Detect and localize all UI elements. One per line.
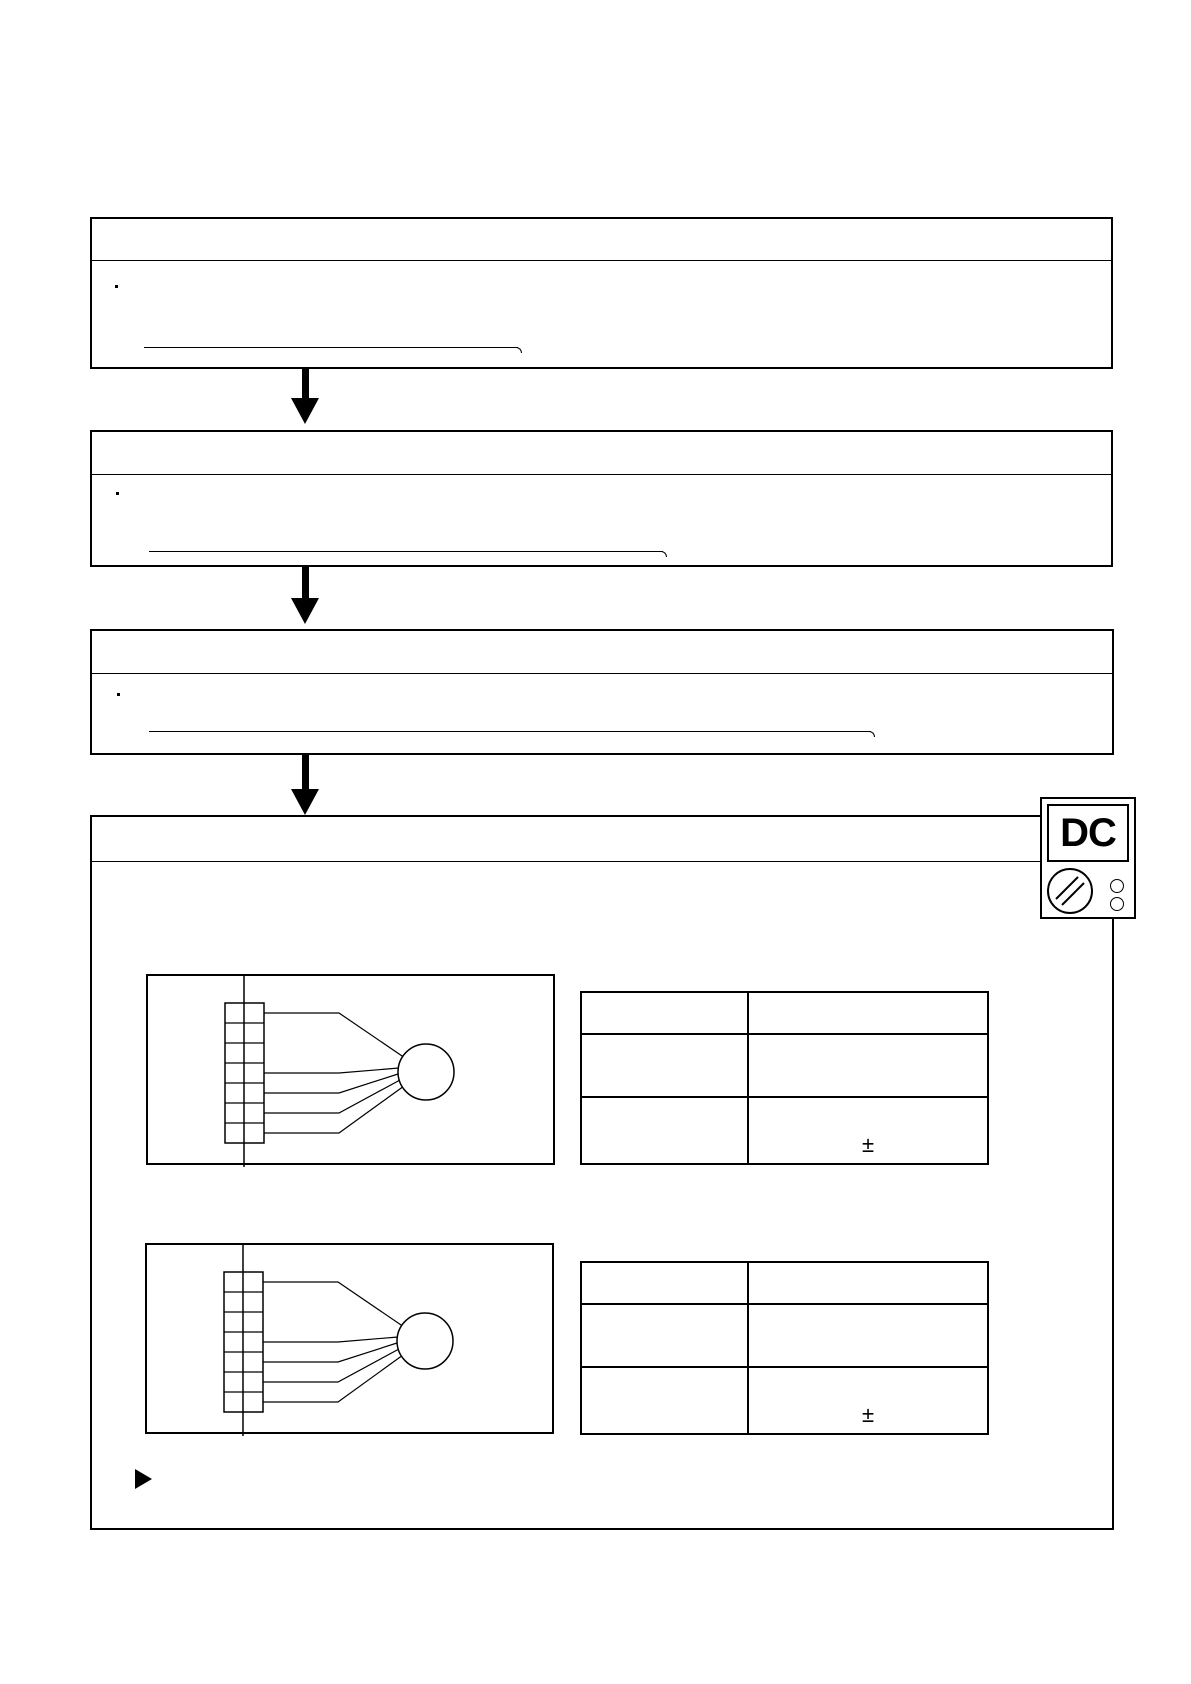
table-cell [748, 1034, 988, 1097]
right-triangle-icon [135, 1469, 152, 1489]
step-title-1 [92, 219, 1111, 261]
step-box-3 [90, 629, 1114, 755]
table-header-cell [748, 992, 988, 1034]
down-arrow-icon [291, 789, 319, 815]
table-cell [581, 1304, 748, 1367]
tolerance-value: ± [861, 1131, 875, 1157]
meter-jack-icon [1110, 897, 1124, 911]
bullet-icon [117, 693, 120, 696]
step-box-1 [90, 217, 1113, 369]
table-cell [581, 1367, 748, 1434]
table-cell [581, 1034, 748, 1097]
underline [144, 347, 518, 348]
table-header-cell [748, 1262, 988, 1304]
step-title-2 [92, 432, 1111, 475]
step-title-4 [92, 817, 1112, 862]
down-arrow-icon [291, 598, 319, 624]
table-cell [581, 1097, 748, 1164]
underline-end [869, 731, 875, 737]
underline-end [661, 551, 667, 557]
bullet-icon [116, 492, 119, 495]
connector-diagram-2 [145, 1243, 554, 1434]
spec-table-1 [580, 991, 989, 1165]
meter-jack-icon [1110, 879, 1124, 893]
dc-voltmeter-icon [1040, 797, 1136, 919]
bullet-icon [115, 285, 118, 288]
table-header-cell [581, 992, 748, 1034]
underline [149, 551, 663, 552]
tolerance-value: ± [861, 1401, 875, 1427]
table-cell [748, 1367, 988, 1434]
underline [149, 731, 871, 732]
underline-end [516, 347, 522, 353]
spec-table-2 [580, 1261, 989, 1435]
step-box-2 [90, 430, 1113, 567]
meter-display: DC [1047, 804, 1129, 862]
table-cell [748, 1304, 988, 1367]
connector-motor-icon [148, 976, 557, 1167]
table-header-cell [581, 1262, 748, 1304]
down-arrow-icon [291, 398, 319, 424]
meter-dial-icon [1046, 867, 1094, 915]
connector-motor-icon [147, 1245, 556, 1436]
flow-arrow-shaft [302, 567, 309, 599]
flow-arrow-shaft [302, 369, 309, 399]
table-cell [748, 1097, 988, 1164]
connector-diagram-1 [146, 974, 555, 1165]
step-title-3 [92, 631, 1112, 674]
flow-arrow-shaft [302, 755, 309, 790]
